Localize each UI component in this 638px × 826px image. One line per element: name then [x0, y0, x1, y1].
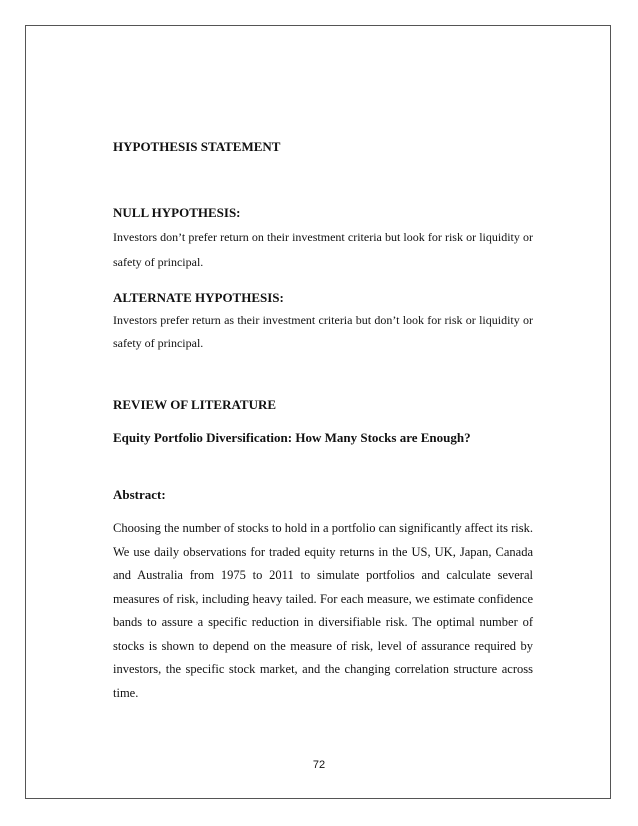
- page-number: 72: [312, 759, 326, 771]
- alternate-hypothesis-text: Investors prefer return as their investment criteria but don’t look for risk or liquidity or safety of principal.: [113, 313, 533, 350]
- abstract-heading: Abstract:: [113, 487, 166, 502]
- abstract-text: Choosing the number of stocks to hold in a portfolio can significantly affect its risk. We use daily observations for traded equity returns in the US, UK, Japan, Canada and Australia from 1975 to 2011 to simulate portfolios and calculate several measures of risk, including heavy tailed. For each measure, we estimate confidence bands to assure a specific reduction in diversifiable risk. The optimal number of stocks is shown to depend on the measure of risk, level of assurance required by investors, the specific stock market, and the changing correlation structure across time.: [113, 521, 533, 700]
- hypothesis-statement-heading: HYPOTHESIS STATEMENT: [113, 139, 281, 154]
- paper-title: Equity Portfolio Diversification: How Many Stocks are Enough?: [113, 430, 471, 445]
- null-hypothesis-heading: NULL HYPOTHESIS:: [113, 205, 241, 220]
- alternate-hypothesis-heading: ALTERNATE HYPOTHESIS:: [113, 290, 284, 305]
- review-of-literature-heading: REVIEW OF LITERATURE: [113, 397, 277, 412]
- null-hypothesis-text: Investors don’t prefer return on their investment criteria but look for risk or liquidity or safety of principal.: [113, 230, 533, 269]
